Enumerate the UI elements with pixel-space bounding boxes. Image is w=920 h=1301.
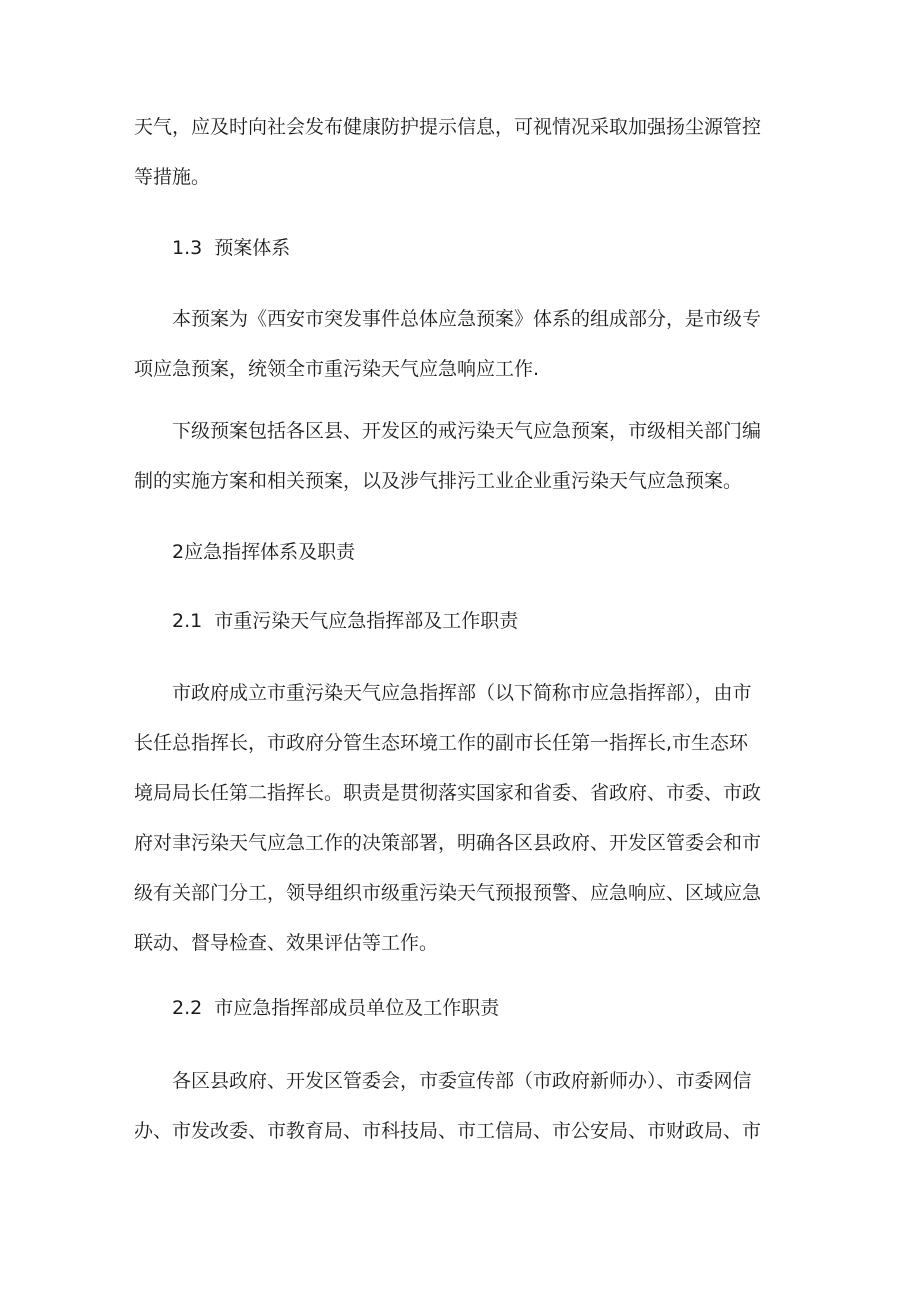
line-text: 府对聿污染天气应急工作的决策部署，明确各区县政府、开发区管委会和市: [134, 832, 762, 854]
line-text: 下级预案包括各区县、开发区的戒污染天气应急预案，市级相关部门编: [172, 420, 762, 442]
line-text: 市政府成立市重污染天气应急指挥部（以下简称市应急指挥部），由市: [172, 682, 752, 704]
line-text: 等措施。: [134, 166, 211, 188]
line-text: 项应急预案，统领全市重污染天气应急响应工作.: [134, 358, 540, 380]
heading-number: 2.1: [172, 610, 203, 632]
heading-title: 市应急指挥部成员单位及工作职责: [214, 997, 500, 1019]
line-text: 境局局长任第二指挥长。职责是贯彻落实国家和省委、省政府、市委、市政: [134, 782, 762, 804]
heading-title: 预案体系: [214, 237, 291, 259]
line-text: 联动、督导检查、效果评估等工作。: [134, 932, 439, 954]
line-text: 各区县政府、开发区管委会，市委宣传部（市政府新师办）、市委网信: [172, 1070, 752, 1092]
line-text: 天气，应及时向社会发布健康防护提示信息，可视情况采取加强扬尘源管控: [134, 116, 762, 138]
line-text: 本预案为《西安市突发事件总体应急预案》体系的组成部分，是市级专: [172, 308, 762, 330]
heading-title: 2应急指挥体系及职责: [172, 541, 356, 563]
line-text: 级有关部门分工，领导组织市级重污染天气预报预警、应急响应、区域应急: [134, 882, 762, 904]
heading-number: 2.2: [172, 997, 203, 1019]
heading-number: 1.3: [172, 237, 203, 259]
line-text: 制的实施方案和相关预案，以及涉气排污工业企业重污染天气应急预案。: [134, 470, 743, 492]
heading-title: 市重污染天气应急指挥部及工作职责: [214, 610, 519, 632]
line-text: 办、市发改委、市教育局、市科技局、市工信局、市公安局、市财政局、市: [134, 1120, 762, 1142]
line-text: 长任总指挥长，市政府分管生态环境工作的副市长任第一指挥长,市生态环: [134, 732, 749, 754]
